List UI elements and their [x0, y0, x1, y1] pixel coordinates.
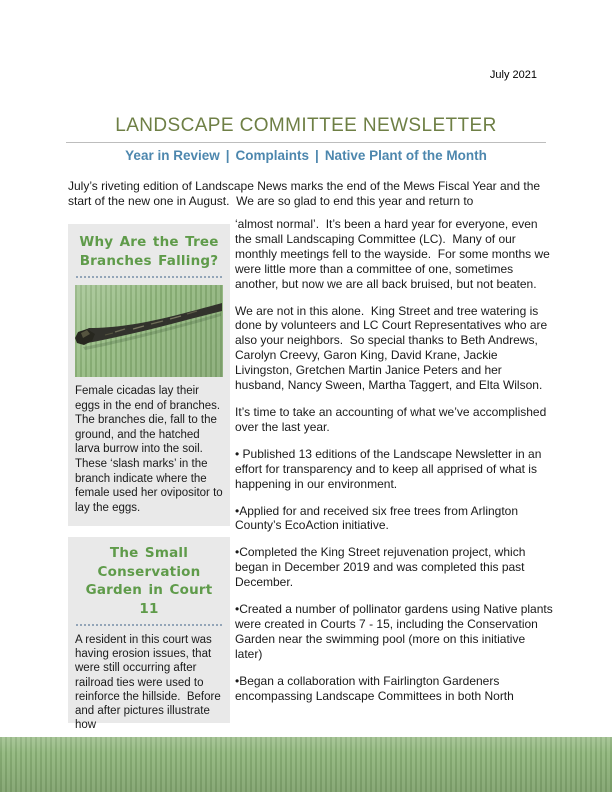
branch-image	[75, 285, 223, 377]
sidebar-heading-tree-branches: Why Are the Tree Branches Falling?	[79, 234, 219, 269]
bullet-item: •Began a collaboration with Fairlington Gardeners encompassing Landscape Committees in both North	[235, 673, 514, 703]
body-paragraph: ‘almost normal’. It’s been a hard year for everyone, even the small Landscaping Committee (LC). Many of our monthly meetings fell to the wayside. For some months we were little more than a committee of one, sometimes another, but now we are all back bruised, but not beaten.	[235, 217, 554, 291]
intro-paragraph: July’s riveting edition of Landscape News marks the end of the Mews Fiscal Year and the start of the new one in August. We are so glad to end this year and return to	[68, 179, 544, 209]
sidebar-heading-conservation-garden: The Small Conservation Garden in Court 11	[85, 545, 213, 617]
issue-date: July 2021	[489, 69, 537, 81]
nav-links	[0, 148, 612, 163]
title-divider	[66, 142, 546, 143]
main-column	[235, 217, 557, 715]
body-paragraph: It’s time to take an accounting of what we’ve accomplished over the last year.	[235, 404, 550, 434]
footer-fabric-strip	[0, 737, 612, 792]
branch-photo	[75, 285, 223, 377]
nav-separator: |	[315, 148, 319, 163]
sidebar-text-court11: A resident in this court was having erosion issues, that were still occurring after railroad ties were used to reinforce the hillside. Before and after pictures illustrate how	[75, 634, 224, 732]
sidebar-box-tree-branches	[68, 224, 230, 526]
dotted-divider	[76, 276, 222, 278]
bullet-item: •Created a number of pollinator gardens using Native plants were created in Courts 7 - 15, including the Conservation Garden near the swimming pool (more on this initiative later)	[235, 602, 557, 661]
sidebar-box-conservation-garden	[68, 537, 230, 732]
dotted-divider	[76, 624, 222, 626]
bullet-item: •Completed the King Street rejuvenation project, which began in December 2019 and was completed this past December.	[235, 545, 529, 590]
page-title: LANDSCAPE COMMITTEE NEWSLETTER	[115, 115, 497, 136]
bullet-item: • Published 13 editions of the Landscape Newsletter in an effort for transparency and to keep all apprised of what is happening in our environment.	[235, 446, 545, 491]
nav-link-year-in-review[interactable]: Year in Review	[125, 148, 220, 163]
body-paragraph: We are not in this alone. King Street and tree watering is done by volunteers and LC Court Representatives who are also your neighbors. So special thanks to Beth Andrews, Carolyn Creevy, Garon King, David Krane, Jackie Livingston, Gretchen Martin Janice Peters and her husband, Nancy Sween, Martha Taggert, and Elta Wilson.	[235, 303, 551, 393]
nav-link-complaints[interactable]: Complaints	[235, 148, 310, 163]
nav-link-native-plant[interactable]: Native Plant of the Month	[324, 148, 487, 163]
sidebar-text-cicadas: Female cicadas lay their eggs in the end of branches. The branches die, fall to the ground, and the hatched larva burrow into the soil. These ‘slash marks’ in the branch indicate where the female used her ovipositor to lay the eggs.	[75, 385, 227, 514]
bullet-item: •Applied for and received six free trees from Arlington County’s EcoAction initiative.	[235, 503, 522, 533]
nav-separator: |	[225, 148, 230, 163]
